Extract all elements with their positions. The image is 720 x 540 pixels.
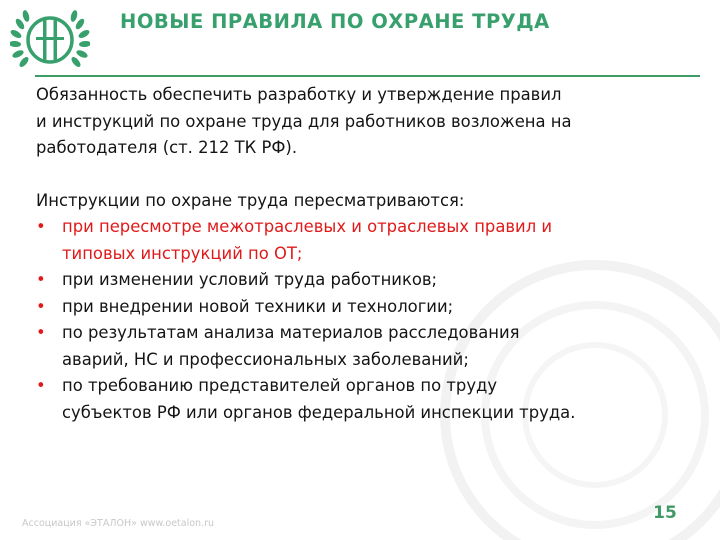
list-item-line: по требованию представителей органов по труду: [62, 376, 498, 395]
main-content: [36, 82, 706, 426]
page-title: НОВЫЕ ПРАВИЛА ПО ОХРАНЕ ТРУДА: [120, 10, 550, 33]
list-item-line: аварий, НС и профессиональных заболеваний;: [62, 349, 469, 369]
list-item: [36, 294, 706, 321]
responsibility-paragraph: [36, 82, 706, 162]
paragraph-line: работодателя (ст. 212 ТК РФ).: [36, 138, 298, 157]
list-item-line: при пересмотре межотраслевых и отраслевых правил и: [62, 217, 553, 236]
list-item: [36, 214, 706, 267]
bullet-icon: •: [36, 376, 46, 395]
list-item-line: при изменении условий труда работников;: [62, 270, 438, 289]
list-item: [36, 373, 706, 426]
bullet-icon: •: [36, 323, 46, 342]
list-item-line: при внедрении новой техники и технологии;: [62, 296, 454, 316]
bullet-icon: •: [36, 217, 46, 236]
page-number: 15: [653, 503, 677, 523]
footer-text: Ассоциация «ЭТАЛОН» www.oetalon.ru: [22, 518, 215, 529]
list-item-line: типовых инструкций по ОТ;: [62, 243, 303, 263]
bullet-icon: •: [36, 296, 46, 316]
list-item-line: по результатам анализа материалов расследования: [62, 323, 520, 342]
list-item-line: субъектов РФ или органов федеральной инспекции труда.: [62, 402, 576, 422]
revision-intro: Инструкции по охране труда пересматриваются:: [36, 190, 465, 210]
title-divider: [35, 75, 700, 77]
paragraph-line: Обязанность обеспечить разработку и утверждение правил: [36, 85, 562, 104]
laurel-emblem-icon: [10, 8, 90, 72]
revision-list: [36, 214, 706, 426]
paragraph-line: и инструкций по охране труда для работников возложена на: [36, 111, 572, 131]
list-item: [36, 320, 706, 373]
list-item: [36, 267, 706, 294]
bullet-icon: •: [36, 270, 46, 289]
